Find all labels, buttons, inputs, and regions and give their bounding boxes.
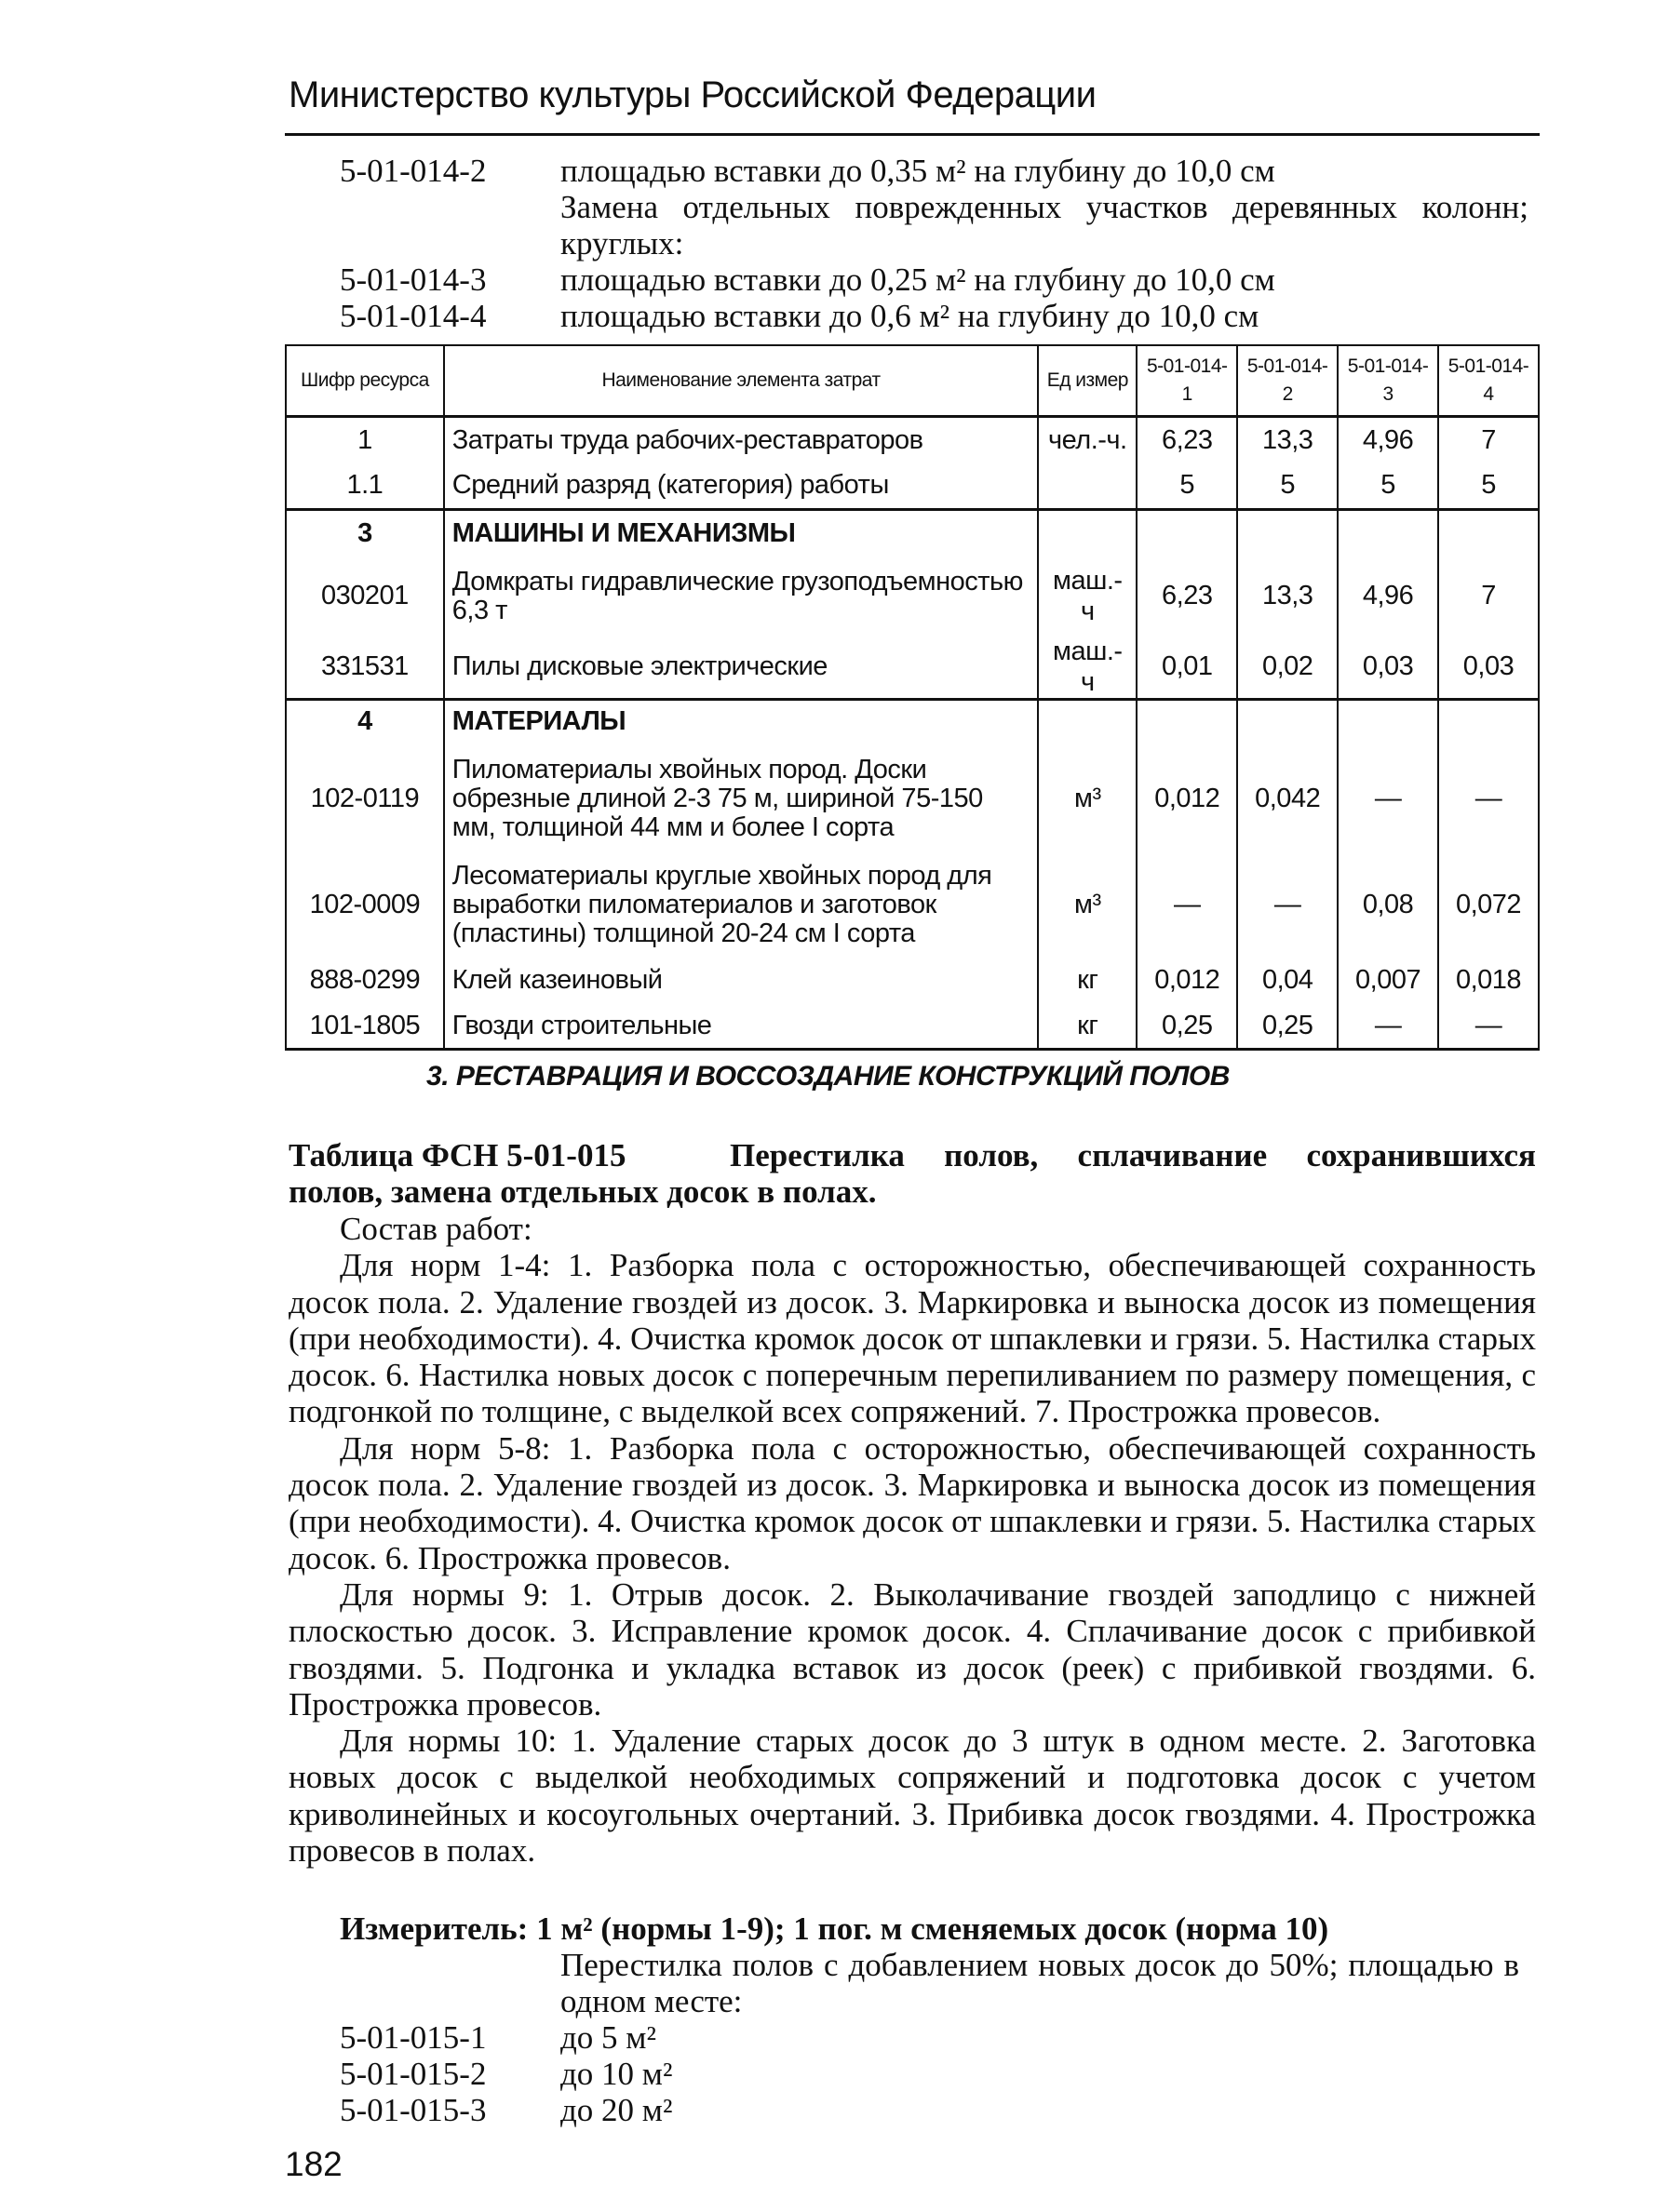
top-code-list <box>340 153 1538 334</box>
cell-value: 0,012 <box>1137 956 1237 1004</box>
cell-value: — <box>1438 1004 1539 1049</box>
cell-value <box>1438 699 1539 744</box>
cell-value: — <box>1438 744 1539 853</box>
paragraph: Для норм 5-8: 1. Разборка пола с осторожностью, обеспечивающей сохранность досок пола. 2. Удаление гвоздей из досок. 3. Маркировка и выноска досок из помещения (при необходимости). 4. Очистка кромок досок от шпаклевки и грязи. 5. Настилка старых досок. 6. Прострожка провесов. <box>289 1429 1536 1576</box>
cell-name: Затраты труда рабочих-реставраторов <box>444 417 1039 463</box>
norm-text: Замена отдельных поврежденных участков деревянных колонн; круглых: <box>560 189 1528 261</box>
code-row <box>340 153 1538 189</box>
table-row <box>286 556 1539 637</box>
cell-value: 0,01 <box>1137 637 1237 700</box>
cell-unit <box>1038 510 1137 556</box>
cell-value: 0,018 <box>1438 956 1539 1004</box>
cell-code: 3 <box>286 510 444 556</box>
cell-unit: маш.-ч <box>1038 556 1137 637</box>
code-row <box>340 2019 1538 2056</box>
cell-value: 0,072 <box>1438 853 1539 956</box>
cell-value: 0,012 <box>1137 744 1237 853</box>
cell-value: 4,96 <box>1338 417 1438 463</box>
cell-value: 5 <box>1438 463 1539 510</box>
norm-code: 5-01-015-1 <box>340 2019 487 2056</box>
norm-text: площадью вставки до 0,25 м² на глубину до 10,0 см <box>560 261 1275 298</box>
cell-name: Лесоматериалы круглые хвойных пород для выработки пиломатериалов и заготовок (пластины) толщиной 20-24 см I сорта <box>444 853 1039 956</box>
page-header-title: Министерство культуры Российской Федерации <box>289 74 1097 115</box>
cell-name: Пилы дисковые электрические <box>444 637 1039 700</box>
cell-code: 101-1805 <box>286 1004 444 1049</box>
norm-text: Перестилка полов с добавлением новых досок до 50%; площадью в одном месте: <box>560 1947 1519 2019</box>
cell-name: Гвозди строительные <box>444 1004 1039 1049</box>
cell-name: Пиломатериалы хвойных пород. Доски обрезные длиной 2-3 75 м, шириной 75-150 мм, толщиной 44 мм и более I сорта <box>444 744 1039 853</box>
table-row <box>286 637 1539 700</box>
code-row <box>340 2056 1538 2092</box>
cell-value: 0,03 <box>1438 637 1539 700</box>
cell-value: — <box>1338 1004 1438 1049</box>
cell-value: 0,042 <box>1237 744 1338 853</box>
norm-code: 5-01-014-3 <box>340 261 487 298</box>
code-row <box>340 261 1538 298</box>
cell-value: — <box>1237 853 1338 956</box>
norm-text: площадью вставки до 0,35 м² на глубину до 10,0 см <box>560 153 1275 189</box>
cell-unit: кг <box>1038 956 1137 1004</box>
table-row <box>286 853 1539 956</box>
table-heading <box>289 1137 1536 1210</box>
cell-unit: м³ <box>1038 853 1137 956</box>
table-row <box>286 744 1539 853</box>
paragraph: Для норм 1-4: 1. Разборка пола с осторожностью, обеспечивающей сохранность досок пола. 2. Удаление гвоздей из досок. 3. Маркировка и выноска досок из помещения (при необходимости). 4. Очистка кромок досок от шпаклевки и грязи. 5. Настилка старых досок. 6. Настилка новых досок с поперечным перепиливанием по размеру помещения, с подгонкой по толщине, с выделкой всех сопряжений. 7. Прострожка провесов. <box>289 1247 1536 1430</box>
cell-value: 0,08 <box>1338 853 1438 956</box>
column-header: 5-01-014-1 <box>1137 345 1237 417</box>
cell-value <box>1338 510 1438 556</box>
norm-code: 5-01-015-3 <box>340 2092 487 2128</box>
cell-unit: чел.-ч. <box>1038 417 1137 463</box>
cell-value: — <box>1137 853 1237 956</box>
cell-code: 888-0299 <box>286 956 444 1004</box>
norm-code: 5-01-014-2 <box>340 153 487 189</box>
resource-table <box>285 344 1540 1051</box>
cell-value: 0,25 <box>1137 1004 1237 1049</box>
code-row <box>340 2092 1538 2128</box>
cell-value <box>1137 699 1237 744</box>
cell-value: 13,3 <box>1237 556 1338 637</box>
composition-label: Состав работ: <box>340 1211 532 1247</box>
column-header: Шифр ресурса <box>286 345 444 417</box>
column-header: 5-01-014-3 <box>1338 345 1438 417</box>
cell-value: — <box>1338 744 1438 853</box>
cell-code: 1 <box>286 417 444 463</box>
table-row <box>286 1004 1539 1049</box>
section-title: 3. РЕСТАВРАЦИЯ И ВОССОЗДАНИЕ КОНСТРУКЦИЙ ПОЛОВ <box>426 1061 1230 1092</box>
cell-value: 7 <box>1438 417 1539 463</box>
cell-code: 102-0009 <box>286 853 444 956</box>
cell-value: 0,02 <box>1237 637 1338 700</box>
cell-value: 13,3 <box>1237 417 1338 463</box>
table-row <box>286 956 1539 1004</box>
norm-text: до 20 м² <box>560 2092 673 2128</box>
norm-code <box>340 189 560 261</box>
cell-value: 5 <box>1137 463 1237 510</box>
cell-code: 1.1 <box>286 463 444 510</box>
cell-group-title: МАШИНЫ И МЕХАНИЗМЫ <box>444 510 1039 556</box>
table-row <box>286 510 1539 556</box>
cell-unit: маш.-ч <box>1038 637 1137 700</box>
cell-code: 030201 <box>286 556 444 637</box>
table-row <box>286 463 1539 510</box>
cell-value <box>1237 699 1338 744</box>
cell-value <box>1438 510 1539 556</box>
work-composition <box>289 1211 1536 1869</box>
cell-unit: м³ <box>1038 744 1137 853</box>
code-row <box>340 298 1538 334</box>
cell-code: 331531 <box>286 637 444 700</box>
header-divider <box>285 133 1540 136</box>
cell-value: 5 <box>1237 463 1338 510</box>
cell-value: 4,96 <box>1338 556 1438 637</box>
column-header: 5-01-014-4 <box>1438 345 1539 417</box>
table-row <box>286 699 1539 744</box>
cell-value <box>1137 510 1237 556</box>
cell-value: 0,007 <box>1338 956 1438 1004</box>
norm-code <box>340 1947 560 2019</box>
bottom-code-list <box>340 1947 1538 2128</box>
cell-code: 102-0119 <box>286 744 444 853</box>
paragraph: Для нормы 9: 1. Отрыв досок. 2. Выколачивание гвоздей заподлицо с нижней плоскостью досок. 3. Исправление кромок досок. 4. Сплачивание досок с прибивкой гвоздями. 5. Подгонка и укладка вставок из досок (реек) с прибивкой гвоздями. 6. Прострожка провесов. <box>289 1575 1536 1723</box>
table-row <box>286 417 1539 463</box>
code-row <box>340 189 1538 261</box>
cell-value: 0,03 <box>1338 637 1438 700</box>
column-header: Наименование элемента затрат <box>444 345 1039 417</box>
column-header: Ед измер <box>1038 345 1137 417</box>
cell-value: 6,23 <box>1137 417 1237 463</box>
cell-value: 5 <box>1338 463 1438 510</box>
cell-value <box>1338 699 1438 744</box>
column-header: 5-01-014-2 <box>1237 345 1338 417</box>
table-name: Таблица ФСН 5-01-015 <box>289 1137 626 1173</box>
table-title: Перестилка полов, сплачивание сохранившихся полов, замена отдельных досок в полах. <box>289 1137 1536 1210</box>
norm-text: площадью вставки до 0,6 м² на глубину до 10,0 см <box>560 298 1259 334</box>
cell-value: 0,04 <box>1237 956 1338 1004</box>
norm-code: 5-01-015-2 <box>340 2056 487 2092</box>
measure-unit: Измеритель: 1 м² (нормы 1-9); 1 пог. м сменяемых досок (норма 10) <box>340 1910 1329 1947</box>
paragraph: Для нормы 10: 1. Удаление старых досок до 3 штук в одном месте. 2. Заготовка новых досок с выделкой необходимых сопряжений и подготовка досок с учетом криволинейных и косоугольных очертаний. 3. Прибивка досок гвоздями. 4. Прострожка провесов в полах. <box>289 1723 1536 1870</box>
norm-code: 5-01-014-4 <box>340 298 487 334</box>
cell-name: Клей казеиновый <box>444 956 1039 1004</box>
norm-text: до 10 м² <box>560 2056 673 2092</box>
page-number: 182 <box>285 2145 343 2183</box>
cell-value: 0,25 <box>1237 1004 1338 1049</box>
cell-unit: кг <box>1038 1004 1137 1049</box>
norm-text: до 5 м² <box>560 2019 656 2056</box>
cell-code: 4 <box>286 699 444 744</box>
cell-name: Домкраты гидравлические грузоподъемностью 6,3 т <box>444 556 1039 637</box>
cell-unit <box>1038 463 1137 510</box>
cell-value <box>1237 510 1338 556</box>
cell-value: 6,23 <box>1137 556 1237 637</box>
cell-unit <box>1038 699 1137 744</box>
cell-group-title: МАТЕРИАЛЫ <box>444 699 1039 744</box>
cell-name: Средний разряд (категория) работы <box>444 463 1039 510</box>
table-header-row <box>286 345 1539 417</box>
cell-value: 7 <box>1438 556 1539 637</box>
code-row <box>340 1947 1538 2019</box>
